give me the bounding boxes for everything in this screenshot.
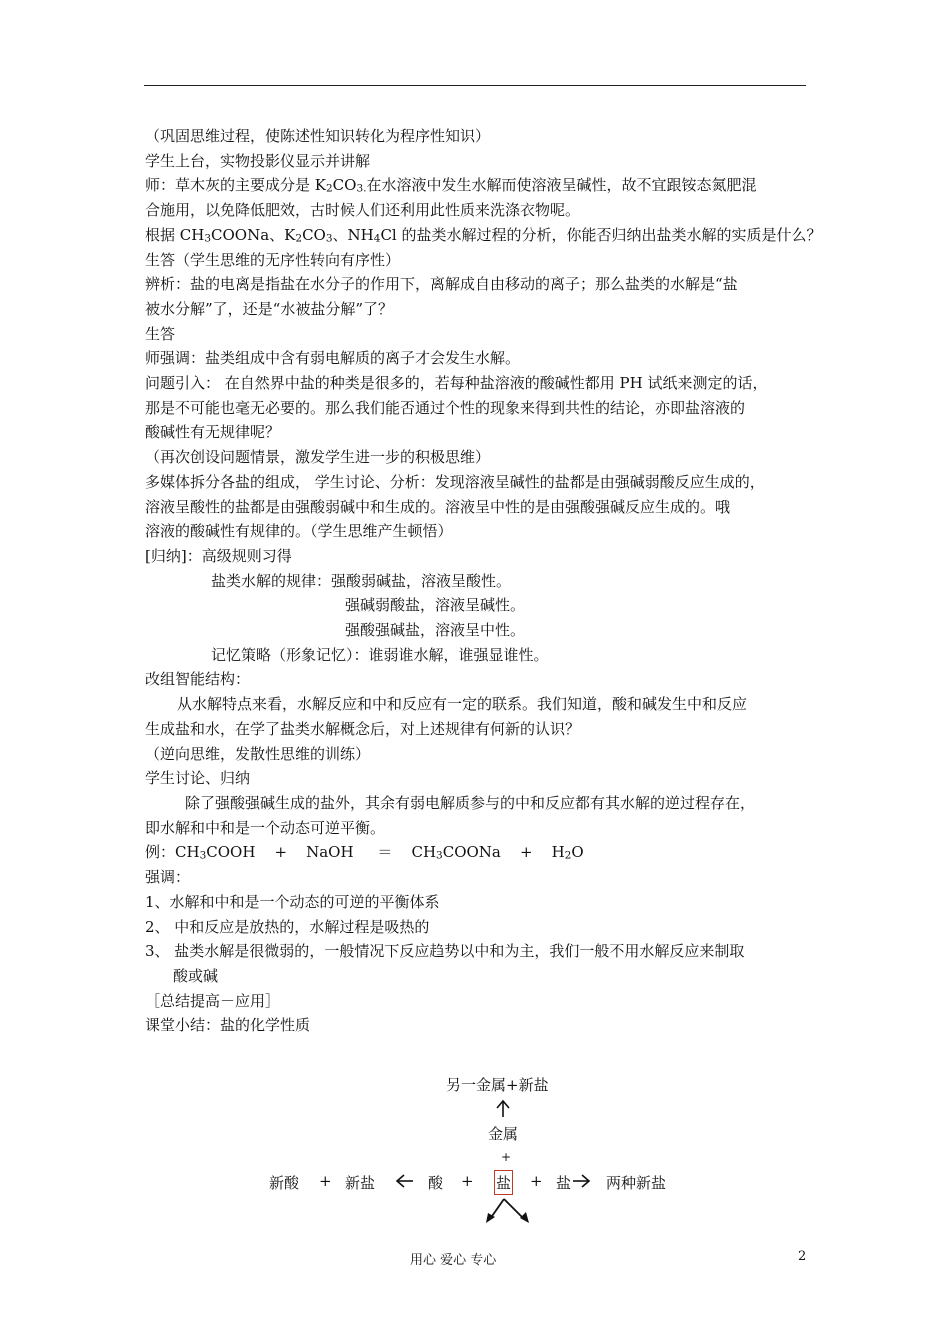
text-line: 溶液的酸碱性有规律的。（学生思维产生顿悟） xyxy=(145,522,453,541)
list-item-continuation: 酸或碱 xyxy=(173,966,219,985)
text-line: 强碱弱酸盐，溶液呈碱性。 xyxy=(345,596,526,615)
text-line: 酸碱性有无规律呢？ xyxy=(145,423,281,442)
page-number: 2 xyxy=(798,1249,807,1264)
arrow-left-icon xyxy=(396,1174,414,1188)
diagram-metal-label: 金属 xyxy=(488,1125,519,1143)
text-line: 师：草木灰的主要成分是 $K_2CO_{3.}$在水溶液中发生水解而使溶液呈碱性，故不宜跟铵态氮肥混 xyxy=(145,176,757,195)
diagram-plus-small: + xyxy=(501,1150,512,1164)
text-line: （再次创设问题情景，激发学生进一步的积极思维） xyxy=(145,448,491,467)
text-line: 课堂小结：盐的化学性质 xyxy=(145,1016,311,1035)
diagram-top-label: 另一金属+新盐 xyxy=(446,1076,549,1094)
text-line: 从水解特点来看，水解反应和中和反应有一定的联系。我们知道，酸和碱发生中和反应 xyxy=(177,695,748,714)
diagram-plus-2: + xyxy=(461,1172,474,1190)
diagram-plus-1: + xyxy=(319,1172,332,1190)
text-line: （逆向思维，发散性思维的训练） xyxy=(145,744,371,763)
arrow-diverge-icon xyxy=(484,1198,532,1224)
diagram-new-acid: 新酸 xyxy=(269,1174,300,1192)
text-line: 师强调：盐类组成中含有弱电解质的离子才会发生水解。 xyxy=(145,349,521,368)
text-line: 溶液呈酸性的盐都是由强酸弱碱中和生成的。溶液呈中性的是由强酸强碱反应生成的。哦 xyxy=(145,497,731,516)
diagram-plus-3: + xyxy=(530,1172,543,1190)
text-line: 除了强酸强碱生成的盐外，其余有弱电解质参与的中和反应都有其水解的逆过程存在， xyxy=(185,793,756,812)
text-line: 学生上台，实物投影仪显示并讲解 xyxy=(145,151,371,170)
document-body xyxy=(145,124,822,1038)
text-line: 被水分解”了，还是“水被盐分解”了？ xyxy=(145,299,394,318)
text-line: 学生讨论、归纳 xyxy=(145,769,251,788)
arrow-right-icon xyxy=(572,1174,590,1188)
text-line: 辨析：盐的电离是指盐在水分子的作用下，离解成自由移动的离子；那么盐类的水解是“盐 xyxy=(145,275,738,294)
text-line: 那是不可能也毫无必要的。那么我们能否通过个性的现象来得到共性的结论，亦即盐溶液的 xyxy=(145,398,746,417)
text-line: [归纳]：高级规则习得 xyxy=(145,546,292,565)
diagram-salt-center: 盐 xyxy=(496,1174,512,1192)
text-line: 合施用，以免降低肥效，古时候人们还利用此性质来洗涤衣物呢。 xyxy=(145,201,581,220)
equation-line: 例：$CH_3COOH$ + NaOH ＝ $CH_3COONa$ + $H_2O$ xyxy=(145,843,584,862)
arrow-up-icon xyxy=(496,1100,510,1118)
text-line: 强调： xyxy=(145,868,191,887)
list-item: 1、水解和中和是一个动态的可逆的平衡体系 xyxy=(145,892,440,911)
text-line: 多媒体拆分各盐的组成， 学生讨论、分析：发现溶液呈碱性的盐都是由强碱弱酸反应生成的， xyxy=(145,472,765,491)
text-line: 问题引入： 在自然界中盐的种类是很多的，若每种盐溶液的酸碱性都用 PH 试纸来测定的话， xyxy=(145,374,768,393)
diagram-new-salt: 新盐 xyxy=(345,1174,376,1192)
text-line: 记忆策略（形象记忆）：谁弱谁水解，谁强显谁性。 xyxy=(211,645,549,664)
diagram-salt-right: 盐 xyxy=(556,1174,572,1192)
salt-properties-diagram xyxy=(0,1064,950,1234)
diagram-acid: 酸 xyxy=(428,1174,444,1192)
text-line: 生答（学生思维的无序性转向有序性） xyxy=(145,250,401,269)
list-item: 2、 中和反应是放热的，水解过程是吸热的 xyxy=(145,917,430,936)
footer-slogan: 用心 爱心 专心 xyxy=(410,1253,497,1268)
diagram-two-new-salts: 两种新盐 xyxy=(606,1174,667,1192)
text-line: 生成盐和水，在学了盐类水解概念后，对上述规律有何新的认识？ xyxy=(145,719,581,738)
text-line: （巩固思维过程，使陈述性知识转化为程序性知识） xyxy=(145,127,491,145)
text-line: 盐类水解的规律：强酸弱碱盐，溶液呈酸性。 xyxy=(211,571,512,590)
list-item: 3、 盐类水解是很微弱的，一般情况下反应趋势以中和为主，我们一般不用水解反应来制取 xyxy=(145,942,745,961)
text-line: 即水解和中和是一个动态可逆平衡。 xyxy=(145,818,386,837)
text-line: 根据 $CH_3COONa$、$K_2CO_3$、$NH_4Cl$ 的盐类水解过程的分析，你能否归纳出盐类水解的实质是什么？ xyxy=(145,225,822,245)
text-line: ［总结提高－应用］ xyxy=(145,991,281,1010)
header-rule xyxy=(144,85,806,86)
text-line: 生答 xyxy=(145,324,176,343)
text-line: 强酸强碱盐，溶液呈中性。 xyxy=(345,621,526,640)
text-line: 改组智能结构： xyxy=(145,670,251,689)
